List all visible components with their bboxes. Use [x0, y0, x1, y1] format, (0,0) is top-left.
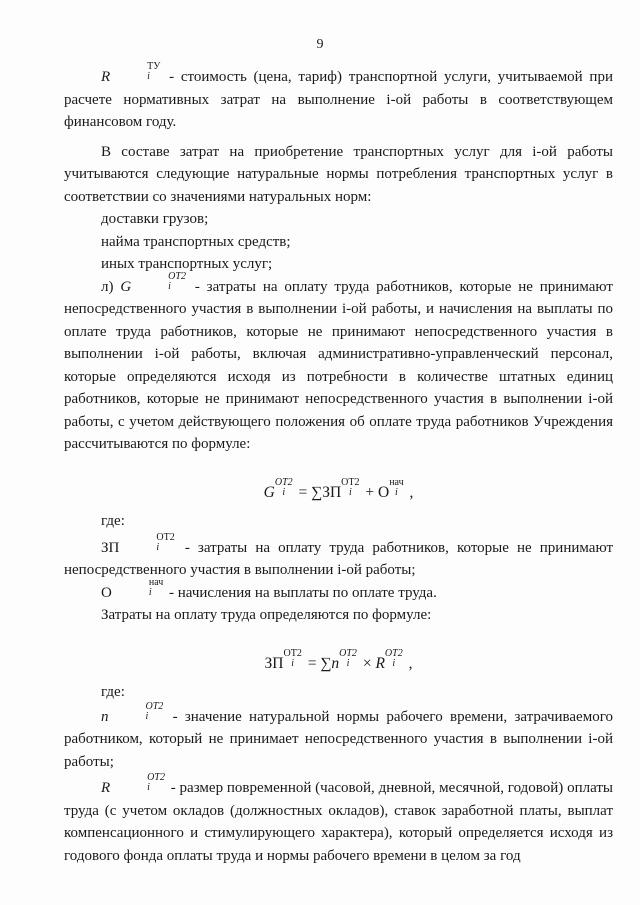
- formula-term-indices: [341, 476, 360, 502]
- formula-term-indices: [384, 647, 403, 673]
- definition-o: [64, 576, 613, 605]
- definition-text: - размер повременной (часовой, дневной, месячной, годовой) оплаты труда (с учетом окладов (должностных окладов), ставок заработной платы, выплат компенсационного и стимулирующего характера), который определяется исходя из годового фонда оплаты труда и нормы рабочего времени в целом за год: [64, 780, 613, 864]
- formula-lhs-indices: [274, 476, 293, 502]
- formula-g-ot2: [64, 476, 613, 505]
- superscript: ОТ2: [341, 476, 360, 488]
- list-item: доставки грузов;: [101, 211, 209, 227]
- formula-term: ЗП: [322, 483, 342, 501]
- symbol-n-indices: [109, 700, 164, 726]
- subscript: i: [395, 486, 398, 498]
- symbol-r: R: [101, 69, 111, 85]
- formula-lhs: G: [263, 483, 275, 501]
- definition-text: - стоимость (цена, тариф) транспортной услуги, учитываемой при расчете нормативных затрат на выполнение i-ой работы в соответствующем финансовом году.: [64, 69, 613, 130]
- superscript: нач: [389, 476, 404, 488]
- superscript: ОТ2: [339, 647, 357, 659]
- symbol-r-indices: [110, 772, 165, 797]
- superscript: ОТ2: [384, 647, 403, 659]
- formula-term-indices: [389, 476, 404, 502]
- formula-end: ,: [404, 654, 413, 672]
- subscript: i: [148, 586, 152, 598]
- symbol-g-indices: [131, 270, 186, 296]
- superscript: ОТ2: [145, 700, 164, 712]
- definition-text: - начисления на выплаты по оплате труда.: [169, 584, 437, 601]
- formula-lhs-indices: [283, 647, 302, 673]
- subscript: i: [168, 280, 171, 292]
- subscript: i: [147, 71, 150, 82]
- item-prefix: л): [101, 278, 114, 295]
- symbol-o-indices: [112, 576, 164, 602]
- item-l-definition: [64, 270, 613, 456]
- superscript: ОТ2: [168, 270, 186, 282]
- subscript: i: [145, 710, 149, 722]
- subscript: i: [282, 486, 286, 498]
- symbol-r-indices: [110, 61, 161, 86]
- subscript: i: [348, 486, 352, 498]
- subscript: i: [291, 657, 295, 669]
- formula-term-indices: [339, 647, 357, 673]
- definition-zp: [64, 531, 614, 582]
- symbol-zp-indices: [119, 531, 175, 557]
- symbol-o: О: [101, 584, 112, 601]
- list-item: найма транспортных средств;: [101, 233, 291, 250]
- superscript: ОТ2: [156, 531, 175, 543]
- symbol-g: G: [120, 278, 132, 295]
- subscript: i: [147, 782, 150, 793]
- formula-times: ×: [358, 654, 376, 672]
- formula-eq: = ∑: [294, 483, 323, 501]
- formula-lhs: ЗП: [264, 654, 284, 672]
- where-label: где:: [101, 684, 125, 700]
- page-content: [64, 61, 614, 867]
- superscript: ТУ: [147, 61, 161, 72]
- superscript: ОТ2: [283, 647, 302, 659]
- definition-text: - затраты на оплату труда работников, которые не принимают непосредственного участия в выполнении i-ой работы;: [64, 539, 614, 578]
- page-number: 9: [316, 37, 324, 52]
- symbol-n: n: [101, 708, 109, 725]
- symbol-zp: ЗП: [101, 539, 120, 556]
- definition-text: - затраты на оплату труда работников, которые не принимают непосредственного участия в выполнении i-ой работы, и начисления на выплаты по оплате труда работников, которые не принимают непосредственного участия в выполнении i-ой работы, включая административно-управленческий персонал, которые определяются исходя из потребности в количестве штатных единиц работников, которые не принимают непосредственного участия в выполнении i-ой работы, с учетом действующего положения об оплате труда работников Учреждения рассчитываются по формуле:: [64, 278, 613, 452]
- superscript: нач: [148, 576, 164, 588]
- formula-end: ,: [405, 483, 414, 501]
- subscript: i: [156, 541, 160, 553]
- where-label: где:: [101, 513, 125, 529]
- subscript: i: [346, 657, 350, 669]
- symbol-r: R: [101, 780, 111, 796]
- definition-r-ty: [64, 61, 613, 134]
- formula-term: R: [375, 654, 385, 672]
- formula-zp-ot2: [64, 647, 613, 676]
- definition-r-ot2: [64, 772, 613, 867]
- definition-text: - значение натуральной нормы рабочего времени, затрачиваемого работником, который не принимает непосредственного участия в выполнении i-ой работы;: [64, 708, 613, 770]
- superscript: ОТ2: [274, 476, 293, 488]
- superscript: ОТ2: [147, 772, 165, 783]
- paragraph-formula2: Затраты на оплату труда определяются по формуле:: [101, 607, 432, 623]
- formula-plus: + О: [361, 483, 390, 501]
- definition-n: [64, 700, 613, 774]
- subscript: i: [392, 657, 396, 669]
- formula-term: n: [331, 654, 340, 672]
- formula-eq: = ∑: [303, 654, 332, 672]
- paragraph-transport-norms: В составе затрат на приобретение транспортных услуг для i-ой работы учитываются следующие натуральные нормы потребления транспортных услуг в соответствии со значениями натуральных норм:: [64, 143, 613, 205]
- list-item: иных транспортных услуг;: [101, 256, 273, 272]
